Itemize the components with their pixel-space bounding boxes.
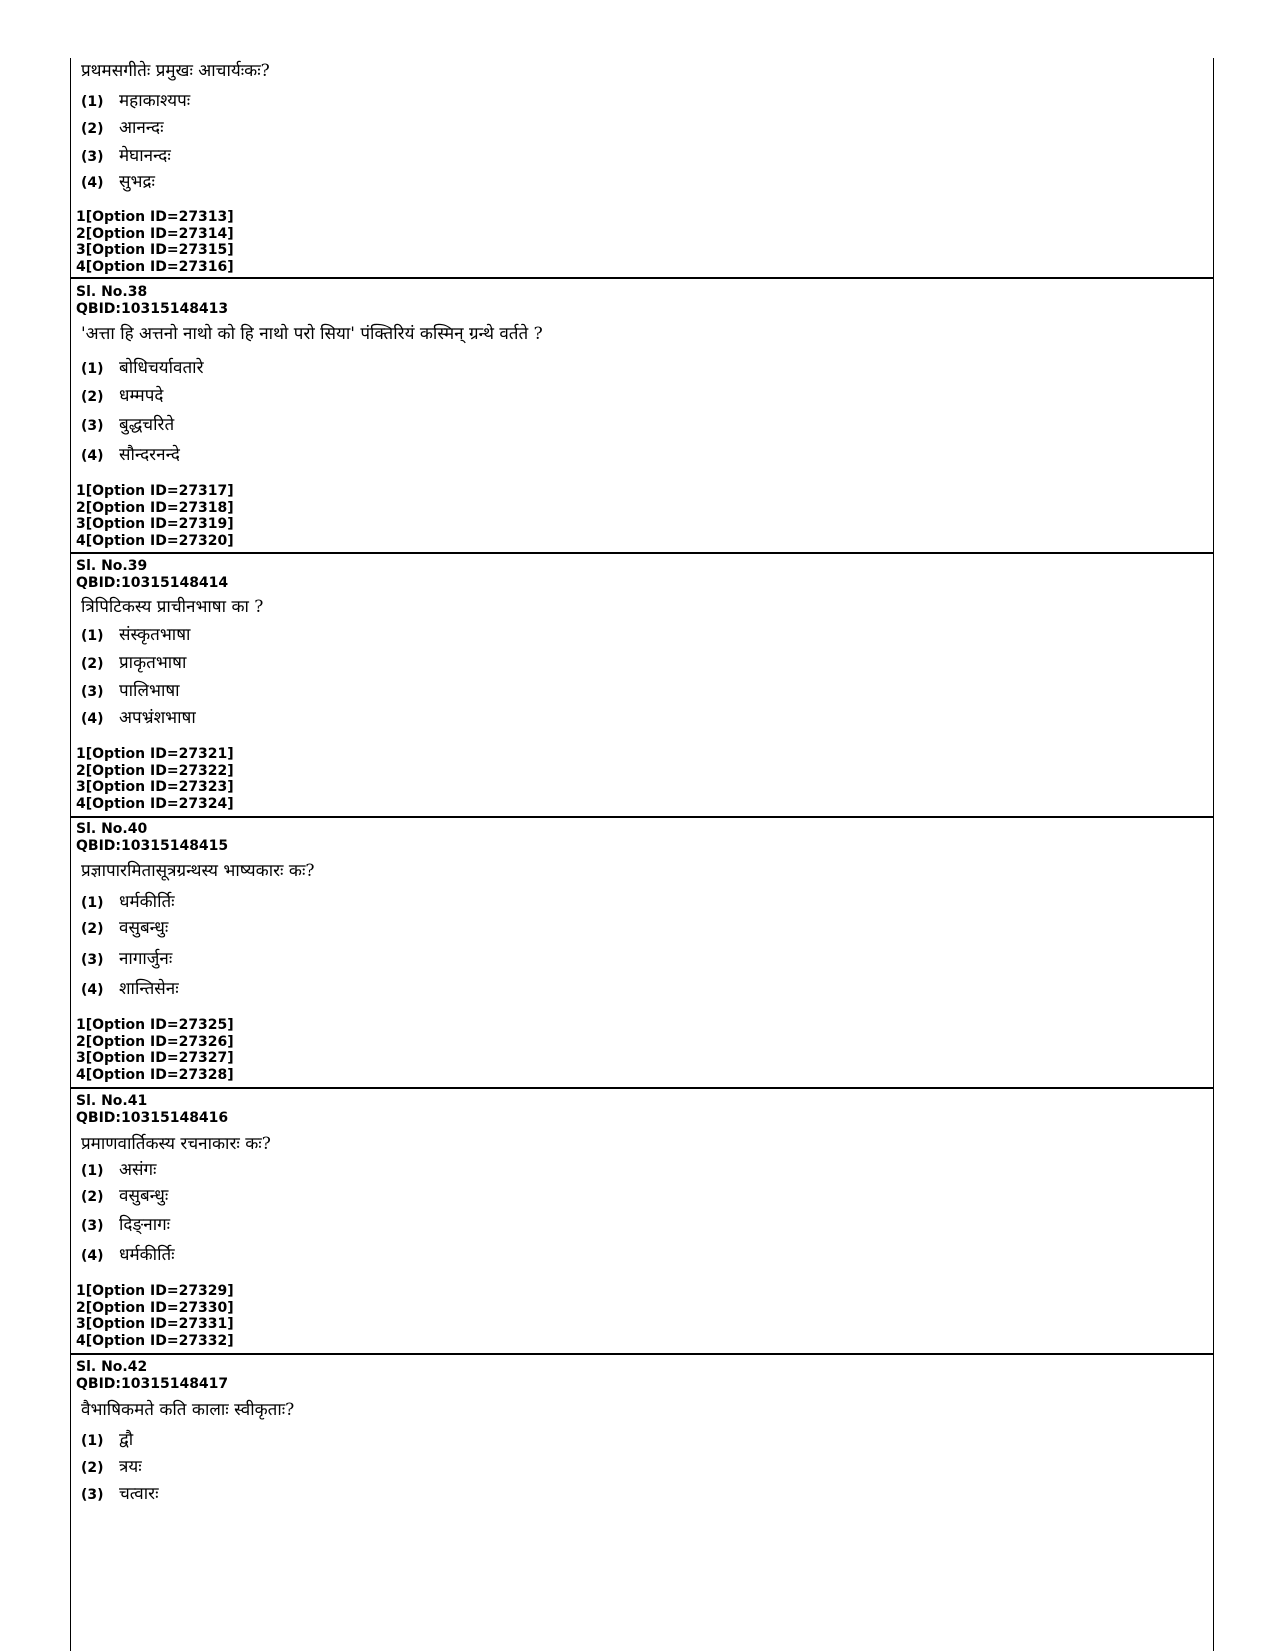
option-text: पालिभाषा bbox=[119, 681, 180, 701]
option-text: बोधिचर्यावतारे bbox=[119, 358, 204, 378]
option-number: (4) bbox=[81, 711, 104, 727]
option-text: वसुबन्धुः bbox=[119, 1186, 169, 1206]
option-number: (2) bbox=[81, 121, 104, 137]
serial-number: Sl. No.42 bbox=[76, 1359, 148, 1375]
option-number: (1) bbox=[81, 361, 104, 377]
option-ids bbox=[76, 1017, 234, 1083]
option-id: 3[Option ID=27315] bbox=[76, 242, 234, 259]
option-2 bbox=[81, 1183, 168, 1206]
option-number: (2) bbox=[81, 921, 104, 937]
option-1 bbox=[81, 1157, 157, 1180]
option-text: धर्मकीर्तिः bbox=[119, 892, 175, 912]
option-3 bbox=[81, 1481, 159, 1504]
option-number: (3) bbox=[81, 684, 104, 700]
option-number: (4) bbox=[81, 982, 104, 998]
option-text: संस्कृतभाषा bbox=[119, 625, 191, 645]
option-number: (3) bbox=[81, 418, 104, 434]
serial-number: Sl. No.41 bbox=[76, 1093, 148, 1109]
option-number: (2) bbox=[81, 1460, 104, 1476]
question-text: प्रज्ञापारमितासूत्रग्रन्थस्य भाष्यकारः कः? bbox=[81, 861, 315, 881]
question-text: त्रिपिटिकस्य प्राचीनभाषा का ? bbox=[81, 597, 264, 617]
question-text: प्रथमसगीतेः प्रमुखः आचार्यःकः? bbox=[81, 61, 270, 81]
question-paper-sheet bbox=[70, 58, 1214, 1651]
option-2 bbox=[81, 1454, 142, 1477]
option-number: (3) bbox=[81, 1218, 104, 1234]
qbid: QBID:10315148415 bbox=[76, 838, 229, 854]
option-number: (1) bbox=[81, 628, 104, 644]
option-number: (1) bbox=[81, 94, 104, 110]
option-text: नागार्जुनः bbox=[119, 949, 173, 969]
option-number: (2) bbox=[81, 1189, 104, 1205]
option-2 bbox=[81, 915, 168, 938]
serial-number: Sl. No.39 bbox=[76, 558, 148, 574]
option-id: 4[Option ID=27332] bbox=[76, 1332, 234, 1349]
option-id: 4[Option ID=27324] bbox=[76, 795, 234, 812]
option-4 bbox=[81, 442, 180, 465]
question-block bbox=[71, 554, 1213, 818]
option-2 bbox=[81, 650, 186, 673]
option-id: 1[Option ID=27329] bbox=[76, 1283, 234, 1299]
option-ids bbox=[76, 483, 234, 549]
option-text: द्वौ bbox=[119, 1430, 134, 1450]
option-id: 3[Option ID=27323] bbox=[76, 779, 234, 796]
option-2 bbox=[81, 383, 163, 406]
option-1 bbox=[81, 88, 190, 111]
option-ids bbox=[76, 209, 234, 275]
option-text: प्राकृतभाषा bbox=[119, 653, 187, 673]
option-1 bbox=[81, 622, 190, 645]
option-number: (2) bbox=[81, 389, 104, 405]
question-text: वैभाषिकमते कति कालाः स्वीकृताः? bbox=[81, 1400, 295, 1420]
option-number: (3) bbox=[81, 952, 104, 968]
option-id: 2[Option ID=27318] bbox=[76, 499, 234, 516]
option-3 bbox=[81, 678, 180, 701]
option-1 bbox=[81, 1427, 133, 1450]
option-text: आनन्दः bbox=[119, 118, 164, 138]
option-text: सौन्दरनन्दे bbox=[119, 445, 180, 465]
option-ids bbox=[76, 746, 234, 812]
option-id: 3[Option ID=27331] bbox=[76, 1316, 234, 1333]
option-4 bbox=[81, 169, 155, 192]
option-text: शान्तिसेनः bbox=[119, 979, 179, 999]
option-2 bbox=[81, 115, 164, 138]
option-id: 1[Option ID=27325] bbox=[76, 1017, 234, 1033]
option-text: दिङ्नागः bbox=[119, 1215, 171, 1235]
question-block bbox=[71, 1355, 1213, 1651]
option-text: सुभद्रः bbox=[119, 172, 155, 192]
option-id: 3[Option ID=27327] bbox=[76, 1050, 234, 1067]
option-4 bbox=[81, 705, 196, 728]
question-block bbox=[71, 818, 1213, 1089]
option-text: मेघानन्दः bbox=[119, 146, 171, 166]
option-number: (1) bbox=[81, 895, 104, 911]
option-3 bbox=[81, 412, 174, 435]
option-text: अपभ्रंशभाषा bbox=[119, 708, 196, 728]
option-ids bbox=[76, 1283, 234, 1349]
qbid: QBID:10315148417 bbox=[76, 1376, 229, 1392]
option-1 bbox=[81, 355, 204, 378]
serial-number: Sl. No.40 bbox=[76, 821, 148, 837]
option-number: (3) bbox=[81, 149, 104, 165]
question-text: 'अत्ता हि अत्तनो नाथो को हि नाथो परो सिया' पंक्तिरियं कस्मिन् ग्रन्थे वर्तते ? bbox=[81, 324, 543, 344]
qbid: QBID:10315148413 bbox=[76, 301, 229, 317]
option-number: (3) bbox=[81, 1487, 104, 1503]
option-number: (4) bbox=[81, 1248, 104, 1264]
option-text: वसुबन्धुः bbox=[119, 918, 169, 938]
option-id: 2[Option ID=27326] bbox=[76, 1033, 234, 1050]
option-number: (1) bbox=[81, 1163, 104, 1179]
option-4 bbox=[81, 1242, 175, 1265]
option-id: 2[Option ID=27322] bbox=[76, 762, 234, 779]
option-text: असंगः bbox=[119, 1160, 157, 1180]
option-id: 1[Option ID=27321] bbox=[76, 746, 234, 762]
option-text: बुद्धचरिते bbox=[119, 415, 175, 435]
option-text: चत्वारः bbox=[119, 1484, 159, 1504]
option-id: 1[Option ID=27317] bbox=[76, 483, 234, 499]
option-text: धर्मकीर्तिः bbox=[119, 1245, 175, 1265]
option-text: धम्मपदे bbox=[119, 386, 164, 406]
question-text: प्रमाणवार्तिकस्य रचनाकारः कः? bbox=[81, 1134, 271, 1154]
option-text: त्रयः bbox=[119, 1457, 142, 1477]
option-1 bbox=[81, 889, 175, 912]
qbid: QBID:10315148414 bbox=[76, 575, 229, 591]
option-3 bbox=[81, 946, 172, 969]
qbid: QBID:10315148416 bbox=[76, 1110, 229, 1126]
question-block bbox=[71, 58, 1213, 279]
question-block bbox=[71, 279, 1213, 554]
option-id: 4[Option ID=27328] bbox=[76, 1066, 234, 1083]
option-3 bbox=[81, 143, 171, 166]
option-number: (2) bbox=[81, 656, 104, 672]
option-id: 4[Option ID=27316] bbox=[76, 258, 234, 275]
option-id: 4[Option ID=27320] bbox=[76, 532, 234, 549]
option-id: 3[Option ID=27319] bbox=[76, 516, 234, 533]
option-number: (1) bbox=[81, 1433, 104, 1449]
option-id: 2[Option ID=27314] bbox=[76, 225, 234, 242]
option-number: (4) bbox=[81, 448, 104, 464]
option-4 bbox=[81, 976, 179, 999]
option-id: 1[Option ID=27313] bbox=[76, 209, 234, 225]
option-3 bbox=[81, 1212, 170, 1235]
option-id: 2[Option ID=27330] bbox=[76, 1299, 234, 1316]
option-text: महाकाश्यपः bbox=[119, 91, 191, 111]
serial-number: Sl. No.38 bbox=[76, 284, 148, 300]
question-block bbox=[71, 1089, 1213, 1355]
option-number: (4) bbox=[81, 175, 104, 191]
